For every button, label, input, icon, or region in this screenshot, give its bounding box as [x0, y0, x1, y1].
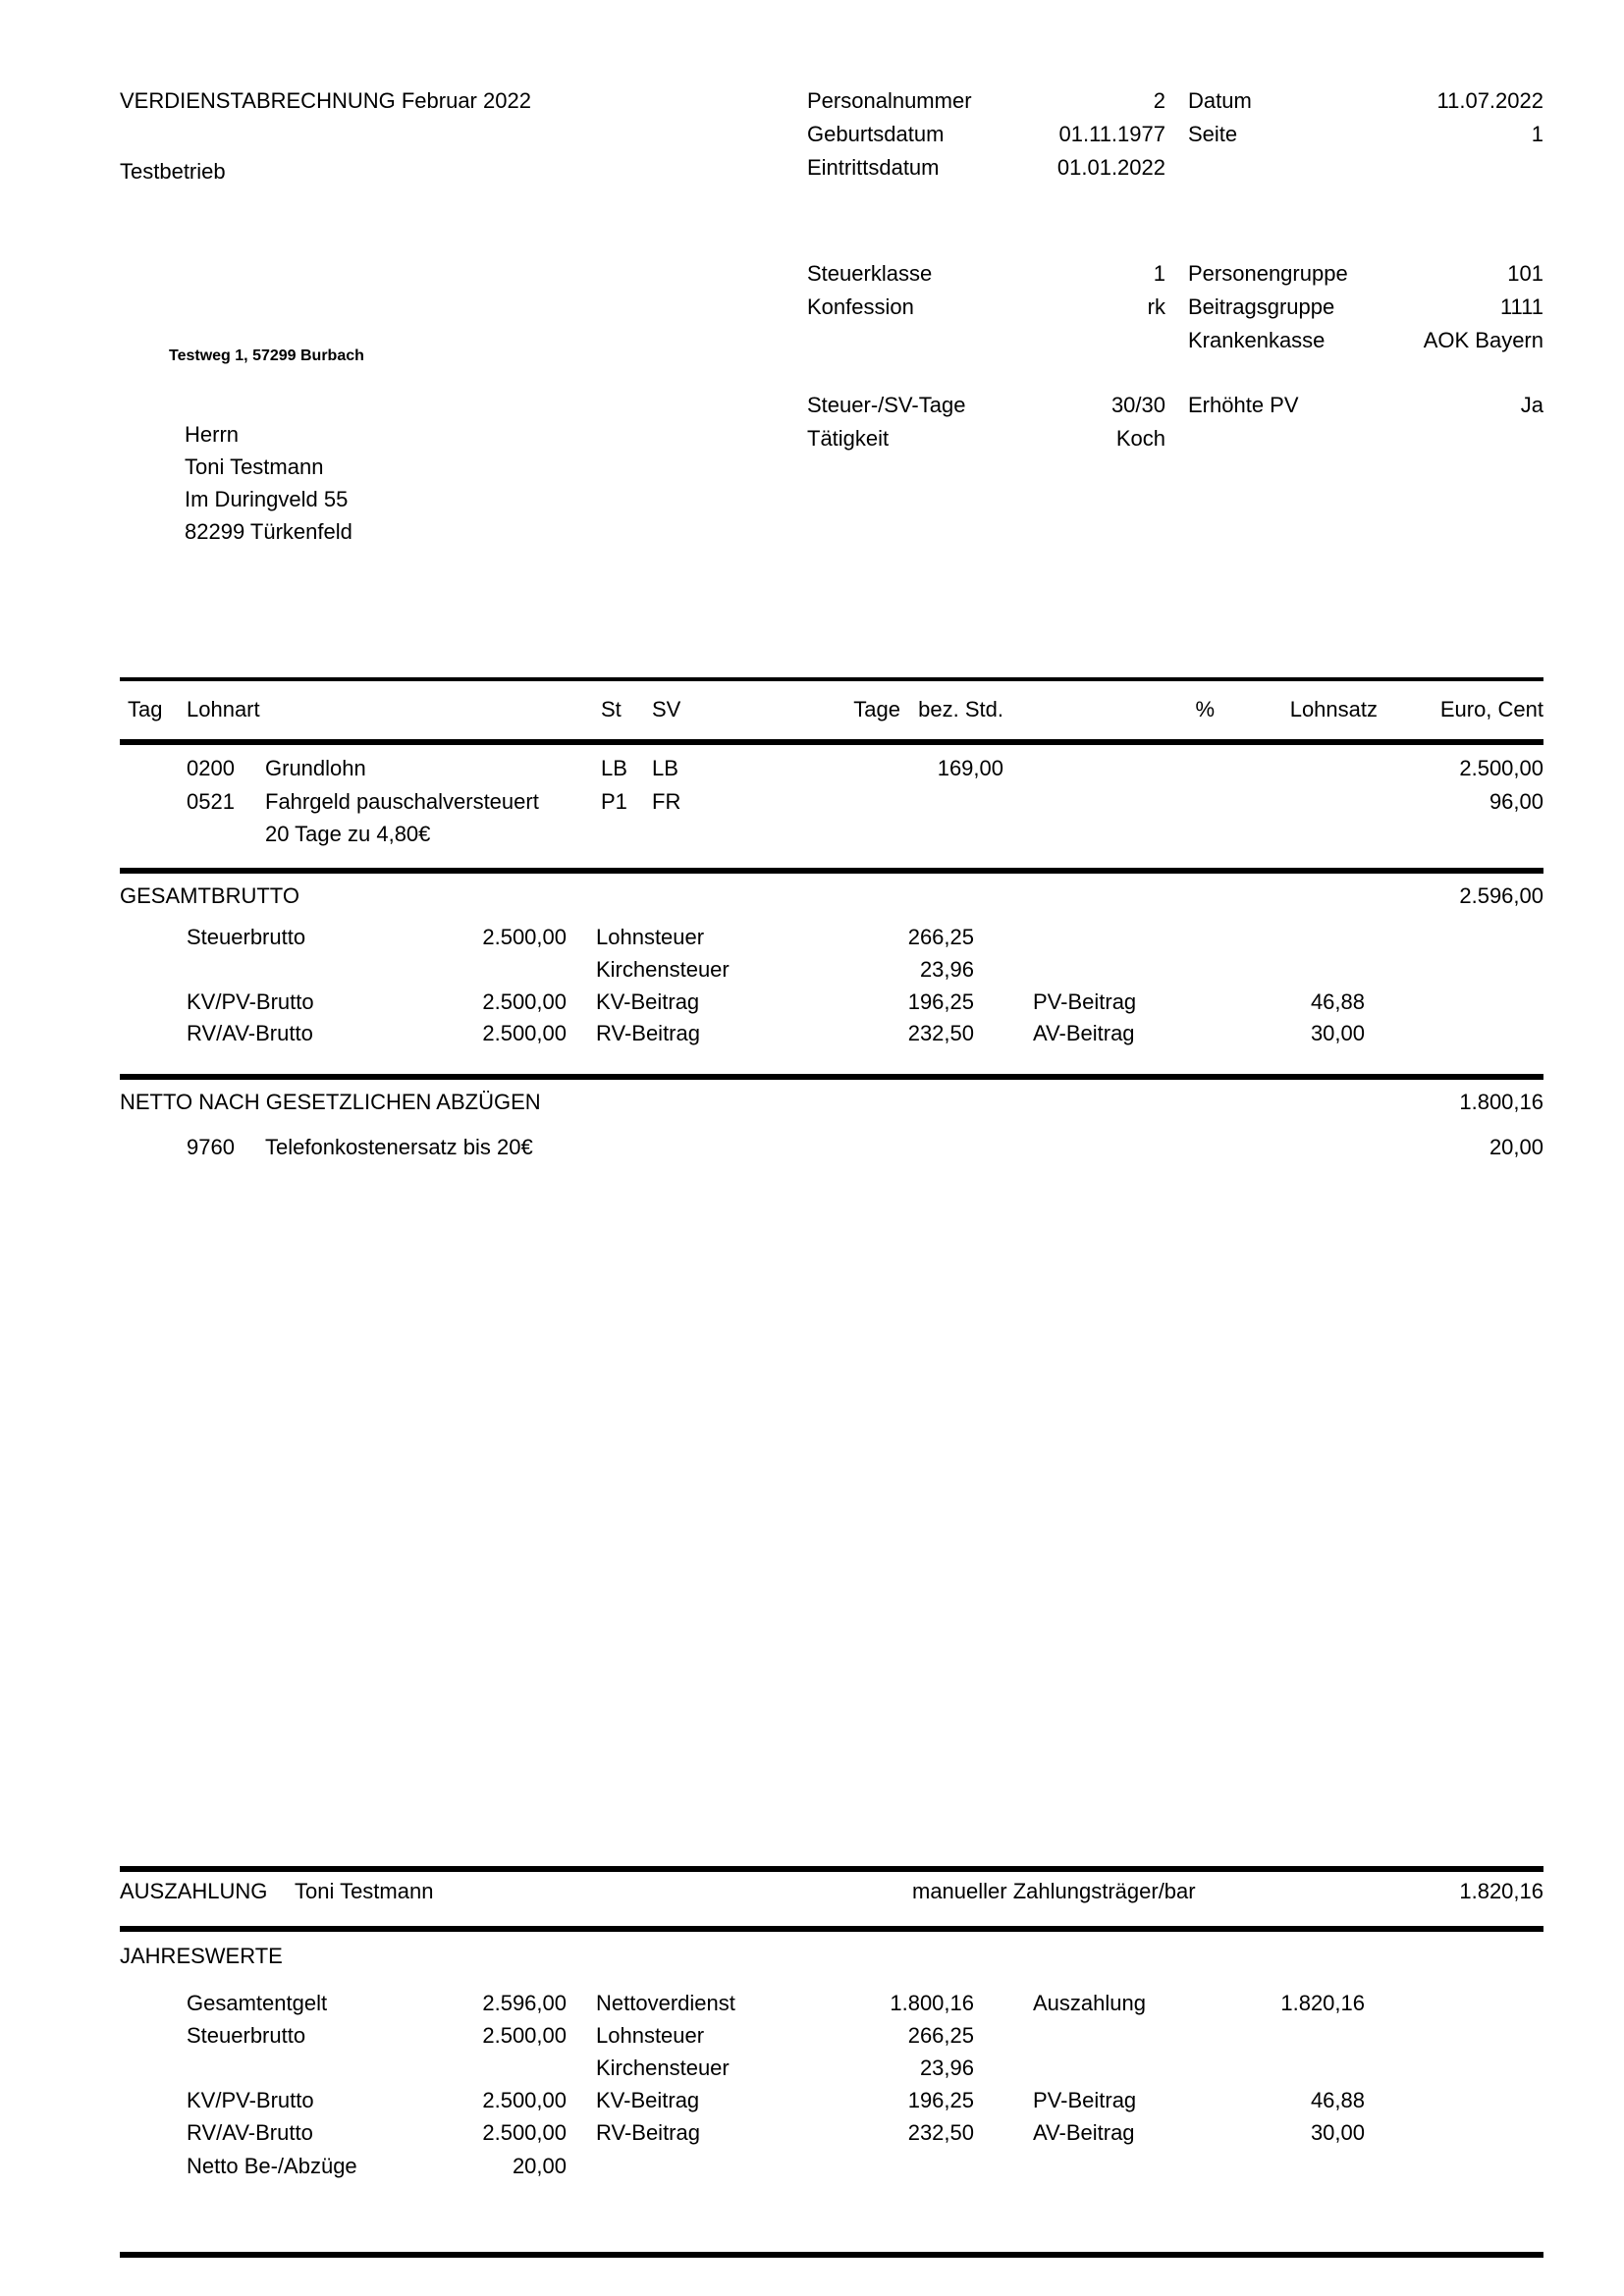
wage-type-st: LB — [601, 756, 627, 780]
payout-row — [120, 1879, 1543, 1908]
col-header-euro-cent: Euro, Cent — [1439, 697, 1543, 721]
table-row — [120, 822, 1543, 851]
erhoehte-pv-label: Erhöhte PV — [1188, 393, 1299, 417]
wage-type-code: 0200 — [187, 756, 235, 780]
recipient-street: Im Duringveld 55 — [185, 487, 349, 511]
table-header-row — [120, 697, 1543, 726]
net-item-code: 9760 — [187, 1135, 235, 1159]
deduction-label-3: AV-Beitrag — [1033, 1021, 1135, 1045]
annual-label-2: Lohnsteuer — [596, 2023, 705, 2048]
krankenkasse-label: Krankenkasse — [1188, 328, 1326, 352]
annual-title: JAHRESWERTE — [120, 1944, 283, 1968]
annual-title-row — [120, 1944, 1543, 1973]
seite-value: 1 — [1531, 122, 1543, 146]
annual-row — [120, 2023, 1543, 2053]
deduction-label-1: Steuerbrutto — [187, 925, 306, 949]
annual-value-2: 196,25 — [907, 2088, 974, 2112]
wage-type-code: 0521 — [187, 789, 235, 814]
wage-type-note: 20 Tage zu 4,80€ — [265, 822, 431, 846]
payout-label: AUSZAHLUNG — [120, 1879, 268, 1903]
annual-label-1: Netto Be-/Abzüge — [187, 2154, 357, 2178]
deduction-row — [120, 957, 1543, 987]
annual-value-1: 2.596,00 — [482, 1991, 567, 2015]
beitragsgruppe-value: 1111 — [1499, 294, 1543, 319]
sender-line: Testweg 1, 57299 Burbach — [169, 347, 364, 364]
net-total-value: 1.800,16 — [1459, 1090, 1543, 1114]
deduction-value-2: 266,25 — [907, 925, 974, 949]
eintrittsdatum-value: 01.01.2022 — [1056, 155, 1165, 180]
deduction-value-1: 2.500,00 — [482, 989, 567, 1014]
rule-table-top — [120, 677, 1543, 681]
info-row-taetigkeit — [807, 426, 1543, 455]
sv-tage-label: Steuer-/SV-Tage — [807, 393, 966, 417]
rule-payout-bottom — [120, 1926, 1543, 1932]
deduction-value-2: 196,25 — [907, 989, 974, 1014]
wage-type-amount: 2.500,00 — [1459, 756, 1543, 780]
annual-value-2: 23,96 — [919, 2056, 974, 2080]
beitragsgruppe-label: Beitragsgruppe — [1188, 294, 1335, 319]
page-title: VERDIENSTABRECHNUNG Februar 2022 — [120, 88, 531, 113]
annual-value-3: 30,00 — [1310, 2120, 1365, 2145]
krankenkasse-value: AOK Bayern — [1423, 328, 1543, 352]
net-item-amount: 20,00 — [1489, 1135, 1543, 1159]
annual-label-3: AV-Beitrag — [1033, 2120, 1135, 2145]
rule-payout-top — [120, 1866, 1543, 1872]
deduction-value-1: 2.500,00 — [482, 1021, 567, 1045]
deduction-row — [120, 1021, 1543, 1050]
annual-value-2: 232,50 — [907, 2120, 974, 2145]
info-row-sv-tage — [807, 393, 1543, 422]
recipient-name: Toni Testmann — [185, 454, 324, 479]
col-header-tag: Tag — [128, 697, 163, 721]
recipient-address — [185, 422, 352, 552]
annual-label-2: RV-Beitrag — [596, 2120, 700, 2145]
deduction-label-1: RV/AV-Brutto — [187, 1021, 313, 1045]
net-total-label: NETTO NACH GESETZLICHEN ABZÜGEN — [120, 1090, 541, 1114]
wage-type-bez-std: 169,00 — [937, 756, 1003, 780]
gross-total-label: GESAMTBRUTTO — [120, 883, 299, 908]
deduction-label-2: RV-Beitrag — [596, 1021, 700, 1045]
personengruppe-value: 101 — [1507, 261, 1543, 286]
annual-label-1: RV/AV-Brutto — [187, 2120, 313, 2145]
col-header-lohnart: Lohnart — [187, 697, 260, 721]
deduction-label-2: KV-Beitrag — [596, 989, 700, 1014]
annual-value-2: 266,25 — [907, 2023, 974, 2048]
deduction-value-3: 30,00 — [1310, 1021, 1365, 1045]
annual-label-2: Kirchensteuer — [596, 2056, 730, 2080]
col-header-sv: SV — [652, 697, 681, 721]
recipient-salutation: Herrn — [185, 422, 240, 447]
deduction-label-1: KV/PV-Brutto — [187, 989, 314, 1014]
wage-type-name: Grundlohn — [265, 756, 366, 780]
deduction-row — [120, 925, 1543, 954]
col-header-st: St — [601, 697, 622, 721]
info-row-eintrittsdatum — [807, 155, 1543, 185]
annual-value-1: 2.500,00 — [482, 2120, 567, 2145]
info-row-geburtsdatum — [807, 122, 1543, 151]
annual-row — [120, 2120, 1543, 2150]
gross-total-value: 2.596,00 — [1459, 883, 1543, 908]
personalnummer-label: Personalnummer — [807, 88, 972, 113]
deduction-value-3: 46,88 — [1310, 989, 1365, 1014]
konfession-value: rk — [1147, 294, 1165, 319]
payout-method: manueller Zahlungsträger/bar — [912, 1879, 1196, 1903]
annual-row — [120, 1991, 1543, 2020]
annual-value-3: 1.820,16 — [1280, 1991, 1365, 2015]
deduction-label-2: Lohnsteuer — [596, 925, 705, 949]
wage-type-st: P1 — [601, 789, 627, 814]
company-name: Testbetrieb — [120, 159, 226, 184]
annual-label-1: Steuerbrutto — [187, 2023, 306, 2048]
info-row-konfession — [807, 294, 1543, 324]
annual-value-2: 1.800,16 — [890, 1991, 974, 2015]
annual-label-3: Auszahlung — [1033, 1991, 1146, 2015]
annual-label-2: KV-Beitrag — [596, 2088, 700, 2112]
wage-type-amount: 96,00 — [1489, 789, 1543, 814]
payout-amount: 1.820,16 — [1459, 1879, 1543, 1903]
net-item-row — [120, 1135, 1543, 1164]
erhoehte-pv-value: Ja — [1520, 393, 1543, 417]
net-total-row — [120, 1090, 1543, 1119]
annual-value-3: 46,88 — [1310, 2088, 1365, 2112]
annual-label-3: PV-Beitrag — [1033, 2088, 1137, 2112]
annual-row — [120, 2154, 1543, 2183]
rule-table-header-bottom — [120, 739, 1543, 745]
deduction-value-2: 23,96 — [919, 957, 974, 982]
annual-row — [120, 2056, 1543, 2085]
annual-value-1: 2.500,00 — [482, 2023, 567, 2048]
table-row — [120, 756, 1543, 785]
annual-label-1: KV/PV-Brutto — [187, 2088, 314, 2112]
annual-label-2: Nettoverdienst — [596, 1991, 735, 2015]
personalnummer-value: 2 — [1153, 88, 1165, 113]
taetigkeit-label: Tätigkeit — [807, 426, 890, 451]
col-header-lohnsatz: Lohnsatz — [1289, 697, 1378, 721]
info-row-krankenkasse — [807, 328, 1543, 357]
col-header-tage: Tage — [853, 697, 900, 721]
deduction-value-1: 2.500,00 — [482, 925, 567, 949]
geburtsdatum-label: Geburtsdatum — [807, 122, 945, 146]
personengruppe-label: Personengruppe — [1188, 261, 1348, 286]
datum-label: Datum — [1188, 88, 1252, 113]
deduction-value-2: 232,50 — [907, 1021, 974, 1045]
gross-total-row — [120, 883, 1543, 913]
steuerklasse-value: 1 — [1153, 261, 1165, 286]
datum-value: 11.07.2022 — [1436, 88, 1543, 113]
annual-value-1: 20,00 — [512, 2154, 567, 2178]
taetigkeit-value: Koch — [1115, 426, 1165, 451]
rule-gross-top — [120, 868, 1543, 874]
info-row-steuerklasse — [807, 261, 1543, 291]
payout-recipient-name: Toni Testmann — [295, 1879, 434, 1903]
deduction-row — [120, 989, 1543, 1019]
col-header-percent: % — [1195, 697, 1215, 721]
seite-label: Seite — [1188, 122, 1238, 146]
rule-net-top — [120, 1074, 1543, 1080]
recipient-city: 82299 Türkenfeld — [185, 519, 352, 544]
annual-row — [120, 2088, 1543, 2117]
deduction-label-3: PV-Beitrag — [1033, 989, 1137, 1014]
geburtsdatum-value: 01.11.1977 — [1058, 122, 1165, 146]
eintrittsdatum-label: Eintrittsdatum — [807, 155, 940, 180]
steuerklasse-label: Steuerklasse — [807, 261, 933, 286]
sv-tage-value: 30/30 — [1110, 393, 1165, 417]
wage-type-name: Fahrgeld pauschalversteuert — [265, 789, 539, 814]
rule-page-bottom — [120, 2252, 1543, 2258]
net-item-name: Telefonkostenersatz bis 20€ — [265, 1135, 533, 1159]
deduction-label-2: Kirchensteuer — [596, 957, 730, 982]
annual-value-1: 2.500,00 — [482, 2088, 567, 2112]
wage-type-sv: LB — [652, 756, 678, 780]
wage-type-sv: FR — [652, 789, 681, 814]
col-header-bez-std: bez. Std. — [918, 697, 1003, 721]
table-row — [120, 789, 1543, 819]
annual-label-1: Gesamtentgelt — [187, 1991, 328, 2015]
info-row-personalnummer — [807, 88, 1543, 118]
konfession-label: Konfession — [807, 294, 914, 319]
